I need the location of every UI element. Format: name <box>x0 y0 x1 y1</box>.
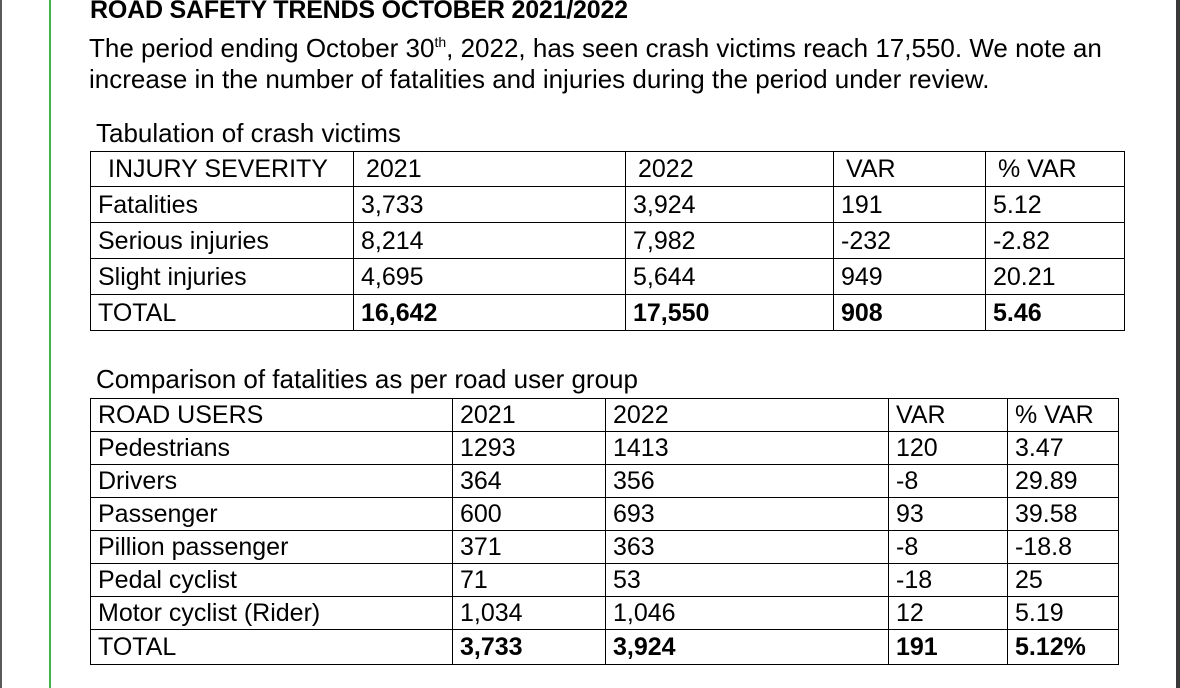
table-cell: 364 <box>453 465 606 498</box>
table-cell: 600 <box>453 498 606 531</box>
table-cell: 93 <box>889 498 1008 531</box>
header-cell: INJURY SEVERITY <box>91 152 354 187</box>
table-cell: 5.12 <box>986 187 1125 223</box>
table-cell: Passenger <box>91 498 453 531</box>
table-cell: Pedal cyclist <box>91 564 453 597</box>
table-row <box>91 223 1125 259</box>
table-cell: Pedestrians <box>91 432 453 465</box>
header-cell: ROAD USERS <box>91 399 453 432</box>
road-user-fatalities-table <box>90 398 1119 665</box>
table-cell: 1,046 <box>606 597 889 630</box>
table-row <box>91 432 1119 465</box>
table-cell: -8 <box>889 531 1008 564</box>
total-cell: 191 <box>889 630 1008 665</box>
intro-superscript: th <box>434 34 447 50</box>
table-cell: 1413 <box>606 432 889 465</box>
table-row <box>91 465 1119 498</box>
table-cell: Drivers <box>91 465 453 498</box>
table1-caption: Tabulation of crash victims <box>96 118 401 148</box>
table-cell: 29.89 <box>1008 465 1119 498</box>
intro-text-1: The period ending October 30 <box>89 33 435 63</box>
total-label: TOTAL <box>91 295 354 331</box>
table-cell: 25 <box>1008 564 1119 597</box>
table-header-row <box>91 152 1125 187</box>
table-cell: 8,214 <box>354 223 626 259</box>
table-row <box>91 187 1125 223</box>
table-cell: 3.47 <box>1008 432 1119 465</box>
table-cell: 20.21 <box>986 259 1125 295</box>
table-row <box>91 531 1119 564</box>
left-edge <box>0 0 2 688</box>
table-cell: -18.8 <box>1008 531 1119 564</box>
table-cell: 120 <box>889 432 1008 465</box>
table-cell: -8 <box>889 465 1008 498</box>
total-cell: 5.46 <box>986 295 1125 331</box>
header-cell: VAR <box>834 152 986 187</box>
header-cell: % VAR <box>1008 399 1119 432</box>
table-cell: 53 <box>606 564 889 597</box>
table-total-row <box>91 295 1125 331</box>
table-cell: 949 <box>834 259 986 295</box>
table-cell: 5,644 <box>626 259 834 295</box>
intro-paragraph <box>89 33 1169 95</box>
table-cell: 3,924 <box>626 187 834 223</box>
table-cell: 39.58 <box>1008 498 1119 531</box>
table-cell: 371 <box>453 531 606 564</box>
scrollbar-edge <box>1176 0 1180 688</box>
total-label: TOTAL <box>91 630 453 665</box>
page-margin-line <box>49 0 51 688</box>
header-cell: VAR <box>889 399 1008 432</box>
table-cell: 3,733 <box>354 187 626 223</box>
table-cell: 693 <box>606 498 889 531</box>
table-row <box>91 597 1119 630</box>
header-cell: 2021 <box>453 399 606 432</box>
header-cell: 2021 <box>354 152 626 187</box>
table-cell: 363 <box>606 531 889 564</box>
table-cell: 356 <box>606 465 889 498</box>
table-cell: 5.19 <box>1008 597 1119 630</box>
crash-victims-table <box>90 151 1125 331</box>
table-cell: 71 <box>453 564 606 597</box>
table-cell: Slight injuries <box>91 259 354 295</box>
table-row <box>91 259 1125 295</box>
table-cell: 4,695 <box>354 259 626 295</box>
header-cell: % VAR <box>986 152 1125 187</box>
table-cell: 1293 <box>453 432 606 465</box>
header-cell: 2022 <box>626 152 834 187</box>
table-cell: 191 <box>834 187 986 223</box>
document-title: ROAD SAFETY TRENDS OCTOBER 2021/2022 <box>90 0 628 24</box>
total-cell: 3,733 <box>453 630 606 665</box>
table-cell: 12 <box>889 597 1008 630</box>
total-cell: 908 <box>834 295 986 331</box>
total-cell: 16,642 <box>354 295 626 331</box>
table-cell: -2.82 <box>986 223 1125 259</box>
table-cell: Pillion passenger <box>91 531 453 564</box>
table-cell: 1,034 <box>453 597 606 630</box>
table-cell: -18 <box>889 564 1008 597</box>
table-cell: Serious injuries <box>91 223 354 259</box>
table-total-row <box>91 630 1119 665</box>
table-header-row <box>91 399 1119 432</box>
header-cell: 2022 <box>606 399 889 432</box>
total-cell: 3,924 <box>606 630 889 665</box>
table-row <box>91 498 1119 531</box>
intro-text-2: , 2022, has seen crash victims reach 17,550. We note an increase in the number of fatalities and injuries during the period under review. <box>89 33 1102 94</box>
table2-caption: Comparison of fatalities as per road user group <box>96 364 638 394</box>
table-cell: Fatalities <box>91 187 354 223</box>
total-cell: 17,550 <box>626 295 834 331</box>
total-cell: 5.12% <box>1008 630 1119 665</box>
table-row <box>91 564 1119 597</box>
table-cell: -232 <box>834 223 986 259</box>
table-cell: 7,982 <box>626 223 834 259</box>
table-cell: Motor cyclist (Rider) <box>91 597 453 630</box>
